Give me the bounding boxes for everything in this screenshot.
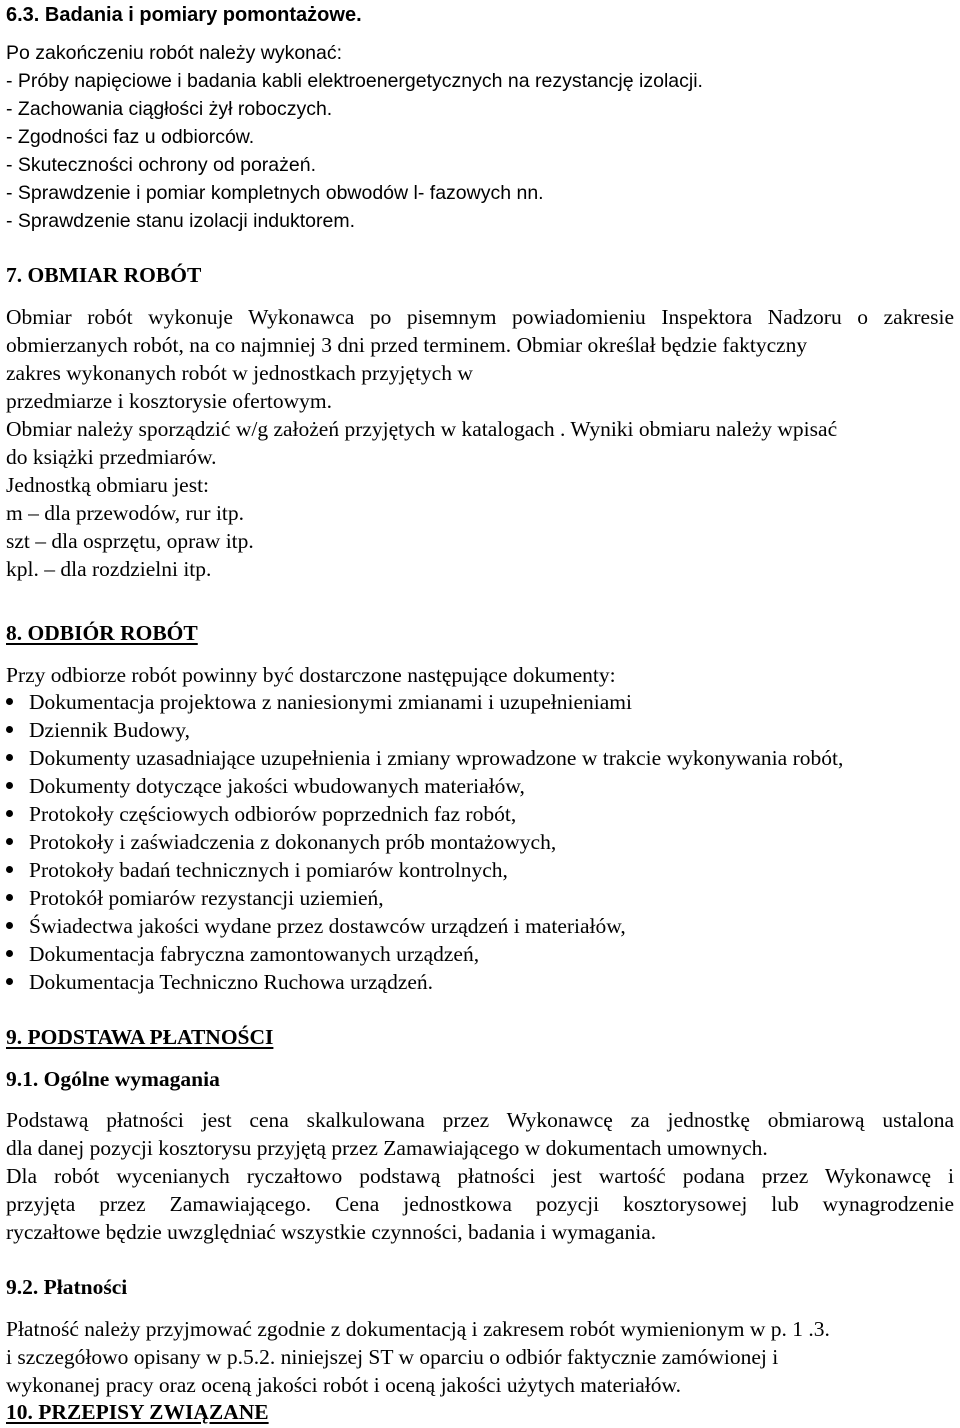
bullet-icon — [6, 838, 13, 845]
section-6-3-intro: Po zakończeniu robót należy wykonać: — [6, 42, 343, 64]
paragraph-line: do książki przedmiarów. — [6, 445, 217, 469]
list-item: - Zgodności faz u odbiorców. — [6, 126, 255, 148]
list-item: - Sprawdzenie i pomiar kompletnych obwodów l- fazowych nn. — [6, 182, 544, 204]
paragraph-line: dla danej pozycji kosztorysu przyjętą przez Zamawiającego w dokumentach umownych. — [6, 1136, 768, 1160]
section-8-intro: Przy odbiorze robót powinny być dostarczone następujące dokumenty: — [6, 663, 616, 687]
bullet-icon — [6, 754, 13, 761]
section-7-heading: 7. OBMIAR ROBÓT — [6, 263, 202, 287]
paragraph-line: Płatność należy przyjmować zgodnie z dokumentacją i zakresem robót wymienionym w p. 1 .3. — [6, 1317, 830, 1341]
paragraph-line: obmierzanych robót, na co najmniej 3 dni przed terminem. Obmiar określał będzie faktyczny — [6, 333, 808, 357]
paragraph-line: Podstawą płatności jest cena skalkulowana przez Wykonawcę za jednostkę obmiarową ustalona — [6, 1108, 954, 1132]
section-6-3-heading: 6.3. Badania i pomiary pomontażowe. — [6, 4, 362, 26]
paragraph-line: Dla robót wycenianych ryczałtowo podstawą płatności jest wartość podana przez Wykonawcę i — [6, 1164, 954, 1188]
bullet-icon — [6, 922, 13, 929]
bullet-icon — [6, 894, 13, 901]
paragraph-line: ryczałtowe będzie uwzględniać wszystkie czynności, badania i wymagania. — [6, 1220, 657, 1244]
section-9-2-heading: 9.2. Płatności — [6, 1275, 128, 1299]
bullet-icon — [6, 726, 13, 733]
section-8-heading: 8. ODBIÓR ROBÓT — [6, 621, 198, 645]
section-9-heading: 9. PODSTAWA PŁATNOŚCI — [6, 1025, 274, 1049]
paragraph-line: Obmiar robót wykonuje Wykonawca po pisemnym powiadomieniu Inspektora Nadzoru o zakresie — [6, 305, 954, 329]
bullet-icon — [6, 978, 13, 985]
paragraph-line: wykonanej pracy oraz oceną jakości robót i oceną jakości użytych materiałów. — [6, 1373, 681, 1397]
paragraph-line: kpl. – dla rozdzielni itp. — [6, 557, 212, 581]
paragraph-line: szt – dla osprzętu, opraw itp. — [6, 529, 254, 553]
bullet-icon — [6, 810, 13, 817]
list-item: - Próby napięciowe i badania kabli elektroenergetycznych na rezystancję izolacji. — [6, 70, 703, 92]
section-9-1-heading: 9.1. Ogólne wymagania — [6, 1067, 220, 1091]
list-item: - Sprawdzenie stanu izolacji induktorem. — [6, 210, 356, 232]
bullet-icon — [6, 950, 13, 957]
bullet-icon — [6, 782, 13, 789]
paragraph-line: Jednostką obmiaru jest: — [6, 473, 210, 497]
paragraph-line: Obmiar należy sporządzić w/g założeń przyjętych w katalogach . Wyniki obmiaru należy wpisać — [6, 417, 838, 441]
paragraph-line: przyjęta przez Zamawiającego. Cena jednostkowa pozycji kosztorysowej lub wynagrodzenie — [6, 1192, 954, 1216]
list-item: - Skuteczności ochrony od porażeń. — [6, 154, 317, 176]
paragraph-line: zakres wykonanych robót w jednostkach przyjętych w — [6, 361, 473, 385]
paragraph-line: i szczegółowo opisany w p.5.2. niniejszej ST w oparciu o odbiór faktycznie zamówionej i — [6, 1345, 779, 1369]
list-item: - Zachowania ciągłości żył roboczych. — [6, 98, 333, 120]
bullet-icon — [6, 698, 13, 705]
bullet-icon — [6, 866, 13, 873]
paragraph-line: m – dla przewodów, rur itp. — [6, 501, 245, 525]
paragraph-line: przedmiarze i kosztorysie ofertowym. — [6, 389, 332, 413]
section-10-heading: 10. PRZEPISY ZWIĄZANE — [6, 1400, 269, 1424]
